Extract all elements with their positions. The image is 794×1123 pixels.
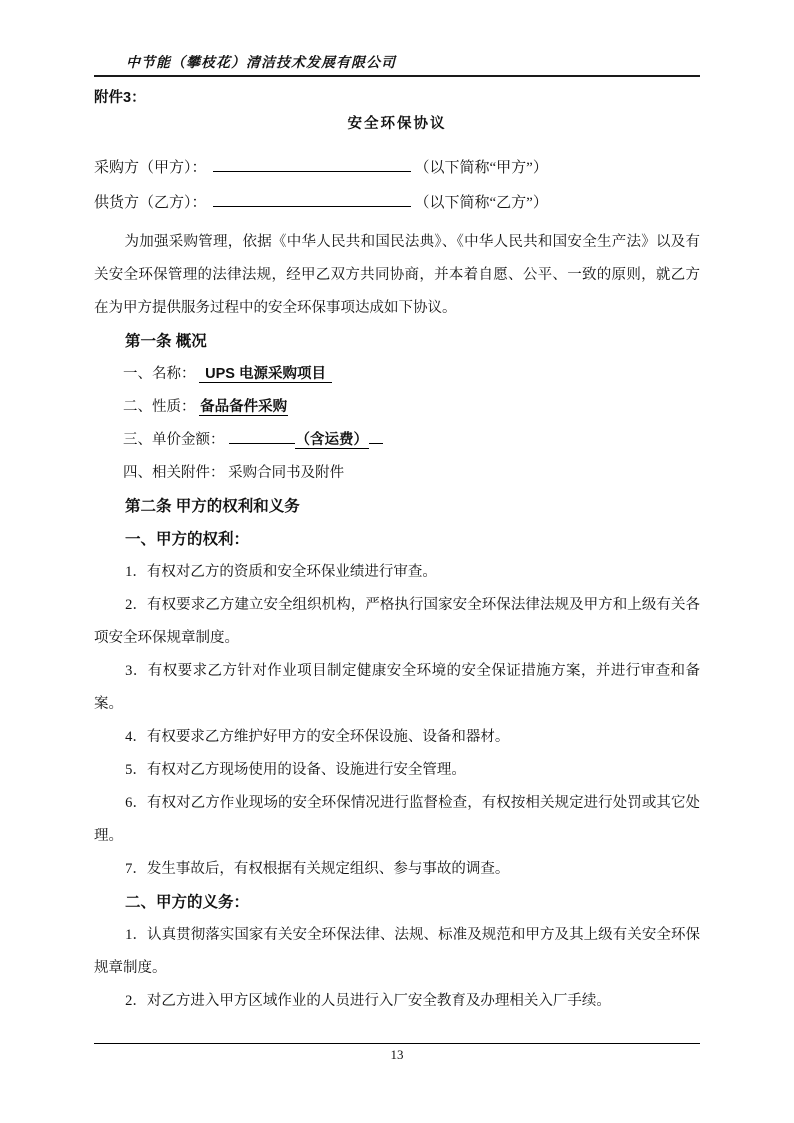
rights-item-6: 6．有权对乙方作业现场的安全环保情况进行监督检查，有权按相关规定进行处罚或其它处理。 — [94, 795, 700, 844]
party-a-blank-underline — [213, 156, 411, 172]
article1-heading: 第一条 概况 — [125, 333, 207, 350]
rights-item-3: 3．有权要求乙方针对作业项目制定健康安全环境的安全保证措施方案，并进行审查和备案。 — [94, 663, 700, 712]
duties-item-1: 1．认真贯彻落实国家有关安全环保法律、法规、标准及规范和甲方及其上级有关安全环保规章制度。 — [94, 927, 700, 976]
item-name-value: UPS 电源采购项目 — [199, 366, 332, 383]
item-price-tail-underline — [369, 429, 383, 444]
document-content — [94, 88, 700, 1018]
parties-block — [94, 151, 700, 221]
rights-item-1: 1．有权对乙方的资质和安全环保业绩进行审查。 — [125, 564, 437, 580]
article2-heading: 第二条 甲方的权利和义务 — [125, 498, 300, 515]
party-b-label: 供货方（乙方）： — [94, 195, 207, 211]
party-b-line — [94, 186, 700, 221]
party-a-label: 采购方（甲方）： — [94, 160, 207, 176]
party-a-line — [94, 151, 700, 186]
duties-heading: 二、甲方的义务： — [125, 894, 250, 911]
page-footer — [94, 1043, 700, 1064]
rights-item-5: 5．有权对乙方现场使用的设备、设施进行安全管理。 — [125, 762, 466, 778]
article1-item-name — [94, 358, 700, 391]
item-price-prefix: 三、单价金额： — [123, 432, 225, 448]
article1-item-attachments — [94, 457, 700, 490]
rights-item-2: 2．有权要求乙方建立安全组织机构，严格执行国家安全环保法律法规及甲方和上级有关各项安全环保规章制度。 — [94, 597, 700, 646]
item-nature-value: 备品备件采购 — [200, 399, 288, 415]
party-b-blank-underline — [213, 191, 411, 207]
rights-heading: 一、甲方的权利： — [125, 531, 250, 548]
page-header — [94, 52, 700, 77]
article1-item-nature — [94, 391, 700, 424]
header-company-name: 中节能（攀枝花）清洁技术发展有限公司 — [126, 56, 396, 71]
rights-item-7: 7．发生事故后，有权根据有关规定组织、参与事故的调查。 — [125, 861, 510, 877]
attachment-label: 附件3： — [94, 90, 146, 106]
item-name-prefix: 一、名称： — [123, 366, 196, 382]
document-title: 安全环保协议 — [347, 116, 447, 132]
article1-item-price — [94, 424, 700, 457]
item-price-value: （含运费） — [295, 432, 368, 448]
party-a-suffix: （以下简称“甲方”） — [414, 160, 548, 176]
item-nature-prefix: 二、性质： — [123, 399, 196, 415]
duties-item-2: 2．对乙方进入甲方区域作业的人员进行入厂安全教育及办理相关入厂手续。 — [125, 993, 611, 1009]
rights-item-4: 4．有权要求乙方维护好甲方的安全环保设施、设备和器材。 — [125, 729, 510, 745]
preamble-paragraph: 为加强采购管理，依据《中华人民共和国民法典》、《中华人民共和国安全生产法》以及有关安全环保管理的法律法规，经甲乙双方共同协商，并本着自愿、公平、一致的原则，就乙方在为甲方提供服务过程中的安全环保事项达成如下协议。 — [94, 234, 700, 316]
item-price-blank-underline — [229, 429, 295, 444]
page-number: 13 — [390, 1047, 404, 1062]
item-attachments-value: 采购合同书及附件 — [228, 465, 345, 481]
item-attachments-prefix: 四、相关附件： — [123, 465, 225, 481]
party-b-suffix: （以下简称“乙方”） — [414, 195, 548, 211]
